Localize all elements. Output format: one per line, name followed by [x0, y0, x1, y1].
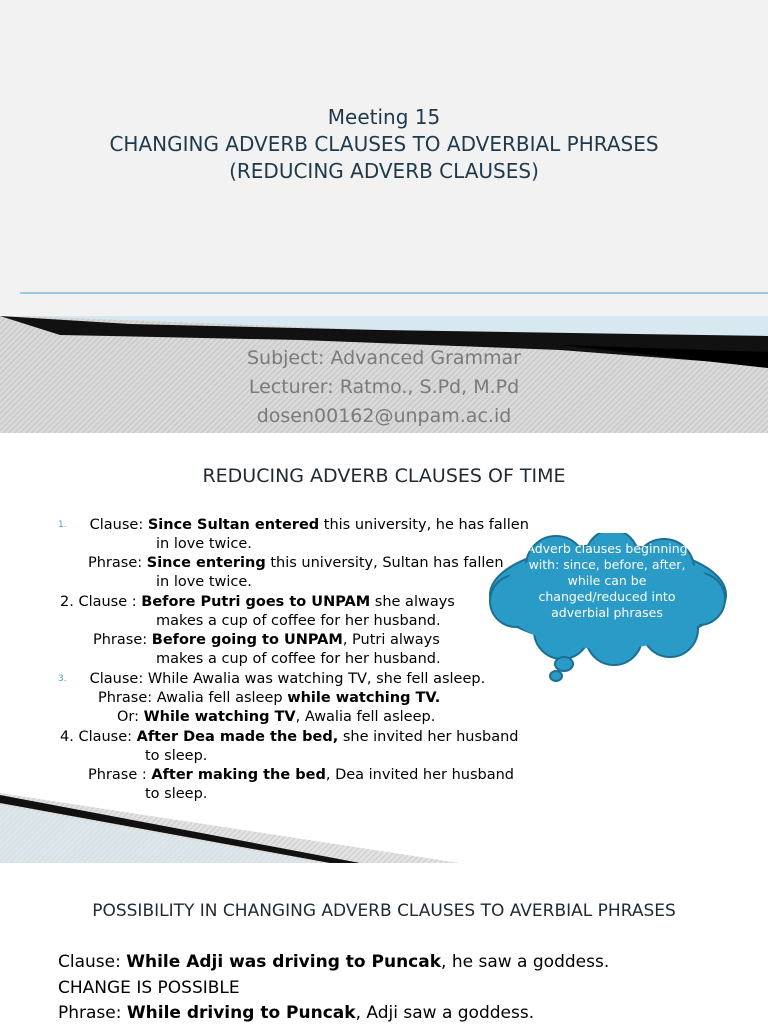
callout-text: Adverb clauses beginning with: since, before, after, while can be changed/reduced into adverbial phrases	[526, 541, 688, 620]
example-3-phrase: Phrase: Awalia fell asleep while watching TV.	[98, 690, 441, 706]
slide3-phrase: Phrase: While driving to Puncak, Adji saw a goddess.	[58, 1003, 535, 1023]
example-3-clause: 3. Clause: While Awalia was watching TV, she fell asleep.	[58, 671, 486, 687]
title-line-1: CHANGING ADVERB CLAUSES TO ADVERBIAL PHRASES	[109, 132, 659, 156]
example-1-phrase: Phrase: Since entering this university, Sultan has fallen	[88, 555, 504, 571]
slide3-title: POSSIBILITY IN CHANGING ADVERB CLAUSES TO AVERBIAL PHRASES	[92, 901, 676, 921]
subject-line: Subject: Advanced Grammar	[246, 347, 521, 369]
example-2-clause-cont: makes a cup of coffee for her husband.	[156, 613, 441, 629]
title-line-2: (REDUCING ADVERB CLAUSES)	[229, 159, 539, 183]
lecturer-line: Lecturer: Ratmo., S.Pd, M.Pd	[248, 376, 520, 398]
slide1-subtitle	[0, 344, 768, 431]
example-2-clause: 2. Clause : Before Putri goes to UNPAM she always	[60, 594, 455, 610]
slide2-title: REDUCING ADVERB CLAUSES OF TIME	[202, 465, 566, 487]
example-4-phrase-cont: to sleep.	[145, 786, 208, 802]
title-slide	[0, 0, 768, 433]
slide1-title	[0, 104, 768, 185]
example-2-phrase-cont: makes a cup of coffee for her husband.	[156, 651, 441, 667]
example-1-clause: 1. Clause: Since Sultan entered this university, he has fallen	[58, 517, 529, 533]
example-4-phrase: Phrase : After making the bed, Dea invited her husband	[88, 767, 515, 783]
example-3-or: Or: While watching TV, Awalia fell asleep.	[117, 709, 436, 725]
example-4-clause: 4. Clause: After Dea made the bed, she invited her husband	[60, 729, 519, 745]
meeting-label: Meeting 15	[327, 105, 441, 129]
slide3-change-note: CHANGE IS POSSIBLE	[58, 978, 240, 998]
reducing-time-slide	[0, 433, 768, 863]
possibility-slide	[0, 863, 768, 1024]
slide2-decoration	[0, 793, 768, 863]
example-4-clause-cont: to sleep.	[145, 748, 208, 764]
example-2-phrase: Phrase: Before going to UNPAM, Putri always	[93, 632, 440, 648]
email-line: dosen00162@unpam.ac.id	[256, 405, 512, 427]
example-1-clause-cont: in love twice.	[156, 536, 252, 552]
example-1-phrase-cont: in love twice.	[156, 574, 252, 590]
slide3-clause: Clause: While Adji was driving to Puncak, he saw a goddess.	[58, 952, 610, 972]
